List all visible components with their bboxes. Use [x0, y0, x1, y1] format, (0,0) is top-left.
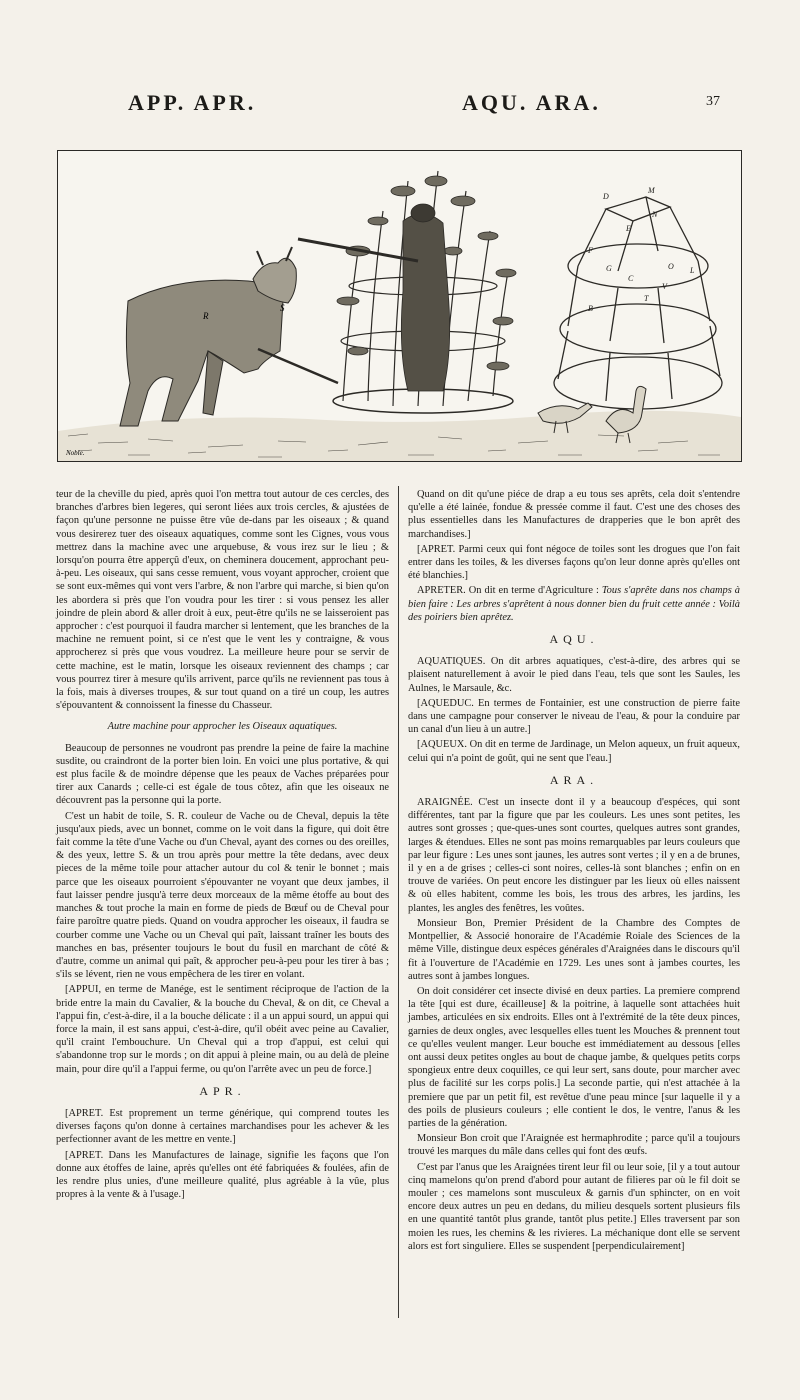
label-S: S: [280, 303, 285, 313]
engraving-plate: [57, 150, 742, 462]
paragraph-aqueduc: [AQUEDUC. En termes de Fontainier, est une construction de pierre faite dans une campagne pour conserver le niveau de l'eau, & pour la conduire par un canal d'un lieu à un autre.]: [408, 697, 740, 736]
label-C: C: [628, 274, 634, 283]
paragraph: Monsieur Bon croit que l'Araignée est hermaphrodite ; parce qu'il a toujours trouvé les marques du mâle dans celles qui font des œufs.: [408, 1133, 740, 1158]
label-D: D: [603, 192, 609, 201]
section-heading-apr: APR.: [199, 1083, 246, 1098]
paragraph: Beaucoup de personnes ne voudront pas prendre la peine de faire la machine susdite, ou craindront de la porter bien loin. En voici une plus portative, & qui est plus facile & de moindre dépense que les peaux de Vaches préparées pour tirer aux Canards ; celle-ci est égale de tous côtez, afin que les oiseaux ne découvrent pas la personne qui la porte.: [56, 742, 389, 807]
paragraph-apret: [APRET. Est proprement un terme générique, qui comprend toutes les diverses façons qu'on donne à certaines marchandises pour les achever & les perfectionner avant de les mettre en vente.]: [56, 1107, 389, 1146]
left-column: [56, 488, 389, 1203]
tree-hide-machine: [298, 171, 516, 413]
hoop-framework-diagram: [554, 197, 722, 409]
paragraph: C'est par l'anus que les Araignées tirent leur fil ou leur soie, [il y a tout autour cinq mamelons qu'on prend d'abord pour autant de filieres par où le fil doit se mouler ; ces mamelons sont musculeux & garnis d'un sphincter, on en voit encore deux autres un peu en dedans, du milieu desquels sortent plusieurs fils en une quantité tantôt plus grande, tantôt plus petite.] Elles traversent par son moien les rues, les chemins & les rivieres. La méchanique dont elle se servent alors est fort singuliere. Elles se suspendent [perpendiculairement]: [408, 1161, 740, 1252]
paragraph-apret: [APRET. Dans les Manufactures de lainage, signifie les façons que l'on donne aux étoffes de laine, après qu'elles ont été fabriquées & foulées, afin de les rendre plus unies, d'une meilleure qualité, plus agréable à la vûe, plus propres à la vente & à l'usage.]: [56, 1149, 389, 1201]
label-L: L: [690, 266, 695, 275]
paragraph-aqueux: [AQUEUX. On dit en terme de Jardinage, un Melon aqueux, un fruit aqueux, celui qui n'a point de goût, qui ne sent que l'eau.]: [408, 739, 740, 764]
label-F: F: [588, 246, 593, 255]
engraving-illustration: [58, 151, 741, 461]
label-O: O: [668, 262, 674, 271]
section-subtitle: Autre machine pour approcher les Oiseaux aquatiques.: [107, 721, 338, 733]
column-rule: [398, 486, 399, 1318]
paragraph: teur de la cheville du pied, après quoi l'on mettra tout autour de ces cercles, des branches d'arbres bien legeres, qui seront liées aux trois cercles, & ajustées de façon qu'une personne ne puisse être vûe de-dans par les oiseaux ; & quand vous desirerez tuer des oiseaux aquatiques, comme sont les Cignes, vous vous mettrez dans la machine avec une arquebuse, & vous irez sur le lieu ; & lorsqu'on pourra être apperçû d'eux, on cheminera doucement, approchant peu-à-peu. Les oiseaux, qui sans cesse remuent, vous voyant approcher, croient que se sont eux-mêmes qui vont vers l'arbre, & non l'arbre qui marche, si bien qu'on les abordera si près que l'on voudra pour les tirer : si vous pensez les aller joindre de plein abord & aller droit à eux, peut-être qu'ils ne se laisseroient pas approcher : c'est pourquoi il faudra marcher si lentement, que les branches de la machine ne remuent point, si ce n'est que le vent les y contraigne, & vous approcherez si près que vous voudrez. La meilleure heure pour se servir de cette machine, est le matin, lorsque les oiseaux reviennent des champs ; car vous pourrez tirer à mesure qu'ils arrivent, parce qu'ils ne reviennent pas tous à la fois, mais à diverses troupes, & sur tout quand on a tiré un coup, les autres s'épouvantent & connoissent la finesse du Chasseur.: [56, 489, 389, 712]
label-R: R: [203, 311, 209, 321]
engraver-signature: Noble.: [66, 449, 85, 457]
paragraph-araignee: ARAIGNÉE. C'est un insecte dont il y a beaucoup d'espéces, qui sont différentes, tant par la figure que par les couleurs. Les unes sont petites, les autres sont grosses ; que-ques-unes sont courtes, quelques autres sont grandes, larges & étendues. Elles ne sont pas moins remarquables par leurs couleurs que par leur figure : Les unes sont jaunes, les autres sont vertes ; il y en a de brunes, il y en a de grises ; celles-ci sont noires, celles-là sont blanches ; enfin on en trouve de variées. On peut encore les distinguer par les lieux où elles naissent & où elles habitent, comme les bois, les trous des arbres, les jardins, les plantes, les angles des fenêtres, les voûtes.: [408, 797, 740, 914]
paragraph-apreter: [408, 584, 740, 624]
paragraph-appui: [APPUI, en terme de Manége, est le sentiment réciproque de l'action de la bride entre la main du Cavalier, & la bouche du Cheval, & on dit, ce Cheval a l'appui fin, c'est-à-dire, il a la bouche délicate : il a un appui sourd, un appui qui force la main, il est sans appui, c'est-à-dire, qu'il obéit avec peine au Cavalier, qu'il craint l'embouchure. Un Cheval qui a trop d'appui, est celui qui s'abandonne trop sur le mords ; on dit appui à pleine main, ou au delà de pleine main, pour dire qu'il a l'appui ferme, ou qu'on l'arrête avec un peu de force.]: [56, 984, 389, 1075]
right-column: [408, 488, 740, 1255]
paragraph: Monsieur Bon, Premier Président de la Chambre des Comptes de Montpellier, & Associé honoraire de l'Académie Roiale des Sciences de la même Ville, distingue deux espéces générales d'Araignées dans le discours qu'il fit à l'ouverture de l'Académie en 1729. Les unes sont à jambes courtes, les autres sont à jambes longues.: [408, 917, 740, 982]
label-T: T: [644, 294, 649, 303]
label-E: E: [626, 224, 631, 233]
paragraph-apret: [APRET. Parmi ceux qui font négoce de toiles sont les drogues que l'on fait entrer dans les toiles, & les diverses façons qu'on leur donne après qu'elles ont été blanchies.]: [408, 543, 740, 582]
section-heading-ara: ARA.: [549, 772, 599, 787]
apreter-lead: APRETER. On dit en terme d'Agriculture :: [417, 585, 602, 597]
section-heading-aqu: AQU.: [549, 632, 599, 647]
label-B: B: [588, 304, 593, 313]
label-N: N: [652, 210, 658, 219]
running-head-left: APP. APR.: [128, 90, 257, 115]
paragraph-aquatiques: AQUATIQUES. On dit arbres aquatiques, c'est-à-dire, des arbres qui se plaisent naturellement à avoir le pied dans l'eau, tels que sont les Saules, les Aulnes, le Marsaule, &c.: [408, 656, 740, 694]
label-M: M: [648, 186, 655, 195]
paragraph: Quand on dit qu'une piéce de drap a eu tous ses aprêts, cela doit s'entendre qu'elle a été lainée, fondue & pressée comme il faut. C'est une des choses des plus essentielles dans les Manufactures de drapperies que le bon aprêt des marchandises.]: [408, 489, 740, 540]
page-number: 37: [706, 94, 720, 109]
paragraph: C'est un habit de toile, S. R. couleur de Vache ou de Cheval, depuis la tête jusqu'aux pieds, avec un bonnet, comme on le voit dans la figure, qui doit être fait comme la tête d'une Vache ou d'un Cheval, ayant des cornes ou des oreilles, & des yeux, lettre S. & un trou après pour mettre la tête dedans, avec deux pieces de la même toile pour attacher autour du col & tenir le bonnet ; mais parce que les oiseaux pourroient s'épouvanter ne voyant que deux jambes, il faut laisser pendre jusqu'à terre deux morceaux de la même étoffe au bout des manches & tout proche la main en forme de pieds de Bœuf ou de Cheval pour faire paroître quatre pieds. Quand on voudra approcher les oiseaux, il faudra se courber comme une Vache ou un Cheval qui paît, laissant traîner les bouts des manches en bas, présenter toujours le bout du fusil en marchant de côté & d'autre, comme un animal qui paît, & approcher peu-à-peu pour les tirer à bas ; s'ils se lévent, rien ne vous empêchera de les tirer en volant.: [56, 810, 389, 981]
paragraph: On doit considérer cet insecte divisé en deux parties. La premiere comprend la tête [qui est dure, écailleuse] & la poitrine, à laquelle sont attachées huit jambes, articulées en six endroits. Elles ont à l'extrémité de la tête deux pinces, garnies de deux ongles, avec lesquelles elles tuent les Mouches & prennent tout ce qu'elles veulent manger. Leur bouche est immédiatement au dessous [elles ont aussi deux petites ongles au bout de chaque jambe, & quelques petits corps spongieux entre deux coquilles, ce qui leur sert, sans doute, pour marcher avec plus de facilité sur les corps polis.] La seconde partie, qui n'est attachée à la premiere que par un petit fil, est revêtue d'une peau mince [sur laquelle il y a des poils de plusieurs couleurs ; elle contient le dos, le ventre, l'anus & les parties de la génération.: [408, 985, 740, 1129]
apreter-examples: Tous s'aprête dans nos champs à bien faire : Les arbres s'aprêtent à nous donner bien du fruit cette année : Voilà des poiriers bien aprêtez.: [408, 585, 740, 623]
running-head-right: AQU. ARA.: [462, 90, 601, 115]
cow-disguise-figure: [120, 247, 338, 426]
label-V: V: [662, 282, 667, 291]
label-G: G: [606, 264, 612, 273]
